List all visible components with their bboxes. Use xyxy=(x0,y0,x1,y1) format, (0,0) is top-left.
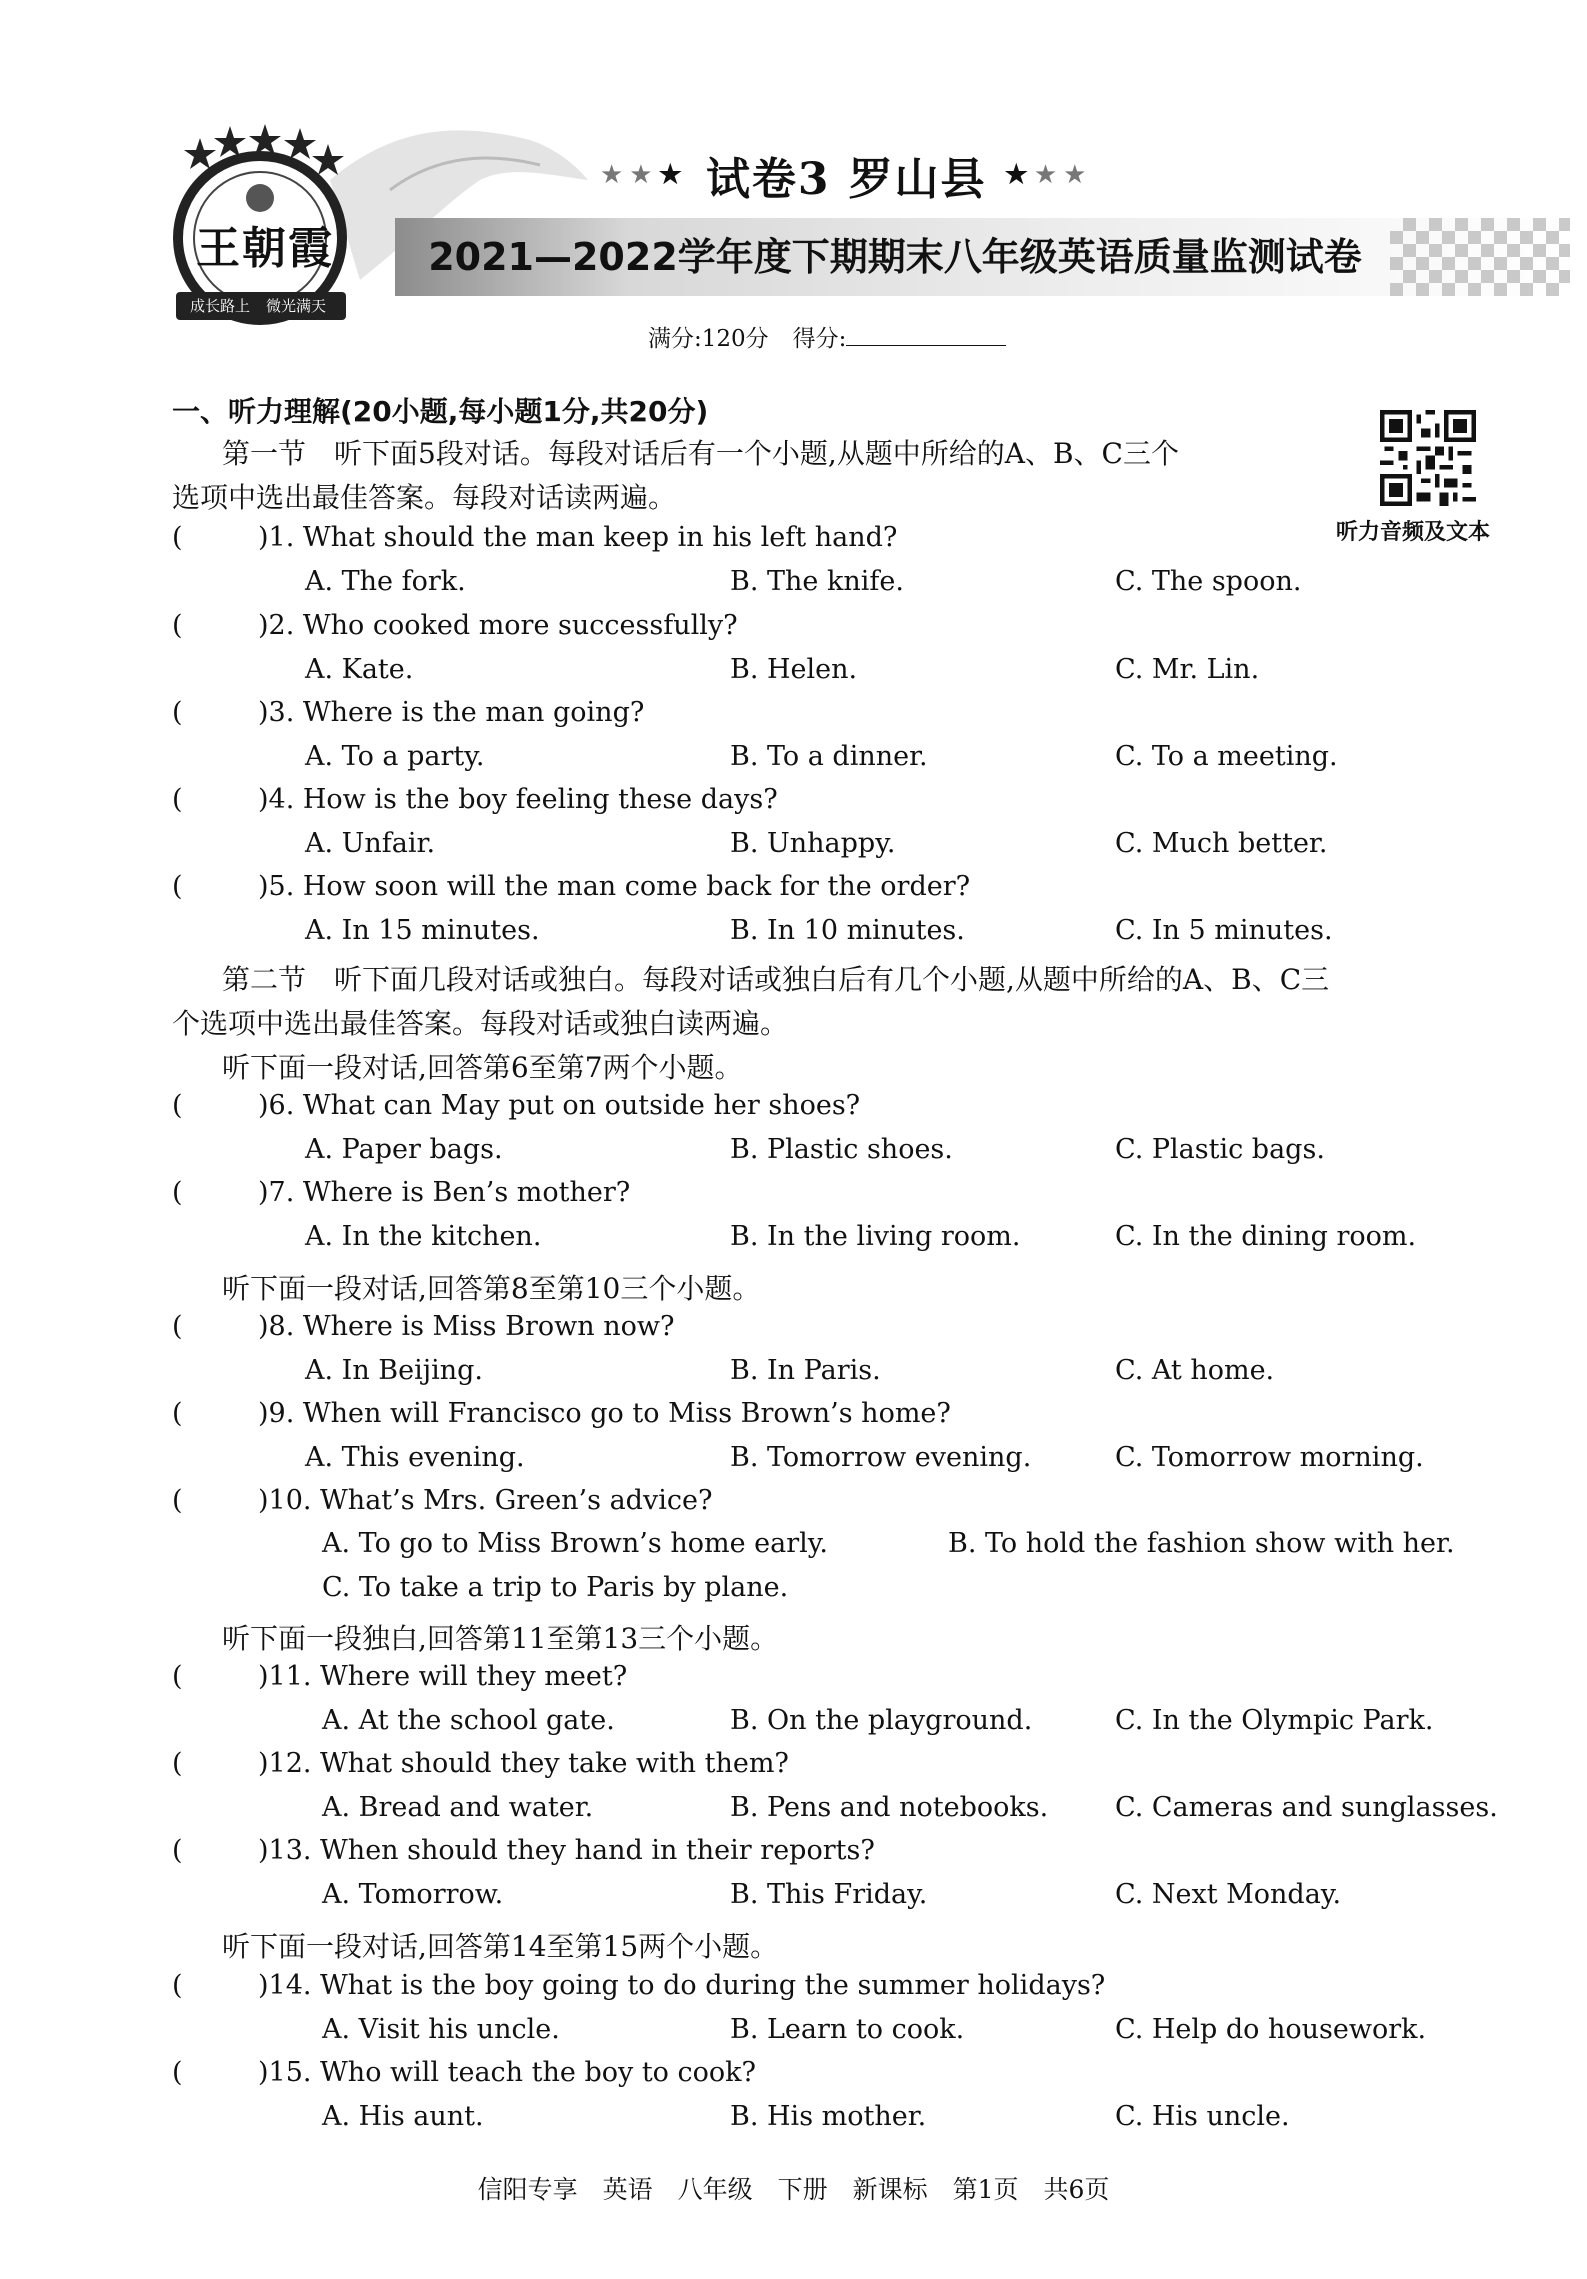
score-label: 得分: xyxy=(792,326,847,352)
question-stem: )15. Who will teach the boy to cook? xyxy=(258,2057,756,2088)
part1-instruction-line2: 选项中选出最佳答案。每段对话读两遍。 xyxy=(172,481,677,514)
question-stem: )14. What is the boy going to do during the summer holidays? xyxy=(258,1970,1106,2001)
option-b: B. Learn to cook. xyxy=(730,2014,965,2045)
option-a: A. In Beijing. xyxy=(305,1355,484,1386)
part1-instruction-line1: 第一节 听下面5段对话。每段对话后有一个小题,从题中所给的A、B、C三个 xyxy=(222,437,1179,470)
option-c: C. Next Monday. xyxy=(1115,1879,1342,1910)
option-b: B. To a dinner. xyxy=(730,741,928,772)
option-c: C. Mr. Lin. xyxy=(1115,654,1260,685)
option-a: A. To go to Miss Brown’s home early. xyxy=(322,1528,828,1559)
option-b: B. Plastic shoes. xyxy=(730,1134,953,1165)
option-b: B. Pens and notebooks. xyxy=(730,1792,1049,1823)
qr-label: 听力音频及文本 xyxy=(1336,520,1491,545)
full-score: 满分:120分 xyxy=(648,326,769,352)
question-stem: )13. When should they hand in their reports? xyxy=(258,1835,875,1866)
option-a: A. To a party. xyxy=(305,741,485,772)
score-blank[interactable] xyxy=(846,321,1006,346)
instruction-6-7: 听下面一段对话,回答第6至第7两个小题。 xyxy=(222,1051,743,1084)
brand-name: 王朝霞 xyxy=(196,223,334,274)
answer-paren[interactable]: ( xyxy=(172,1311,183,1342)
option-b: B. To hold the fashion show with her. xyxy=(948,1528,1455,1559)
paper-title: 2021—2022学年度下期期末八年级英语质量监测试卷 xyxy=(428,235,1362,279)
option-b: B. Unhappy. xyxy=(730,828,896,859)
answer-paren[interactable]: ( xyxy=(172,1485,183,1516)
star-icons-left: ★★★ xyxy=(600,160,688,190)
option-b: B. His mother. xyxy=(730,2101,927,2132)
paper-number: 试卷3 xyxy=(705,154,831,205)
answer-paren[interactable]: ( xyxy=(172,522,183,553)
option-c: C. Much better. xyxy=(1115,828,1328,859)
brand-slogan-left: 成长路上 xyxy=(190,297,251,315)
question-stem: )2. Who cooked more successfully? xyxy=(258,610,738,641)
option-a: A. Tomorrow. xyxy=(322,1879,504,1910)
qr-code-icon[interactable] xyxy=(1380,410,1476,506)
answer-paren[interactable]: ( xyxy=(172,1835,183,1866)
option-a: A. Unfair. xyxy=(305,828,436,859)
star-icons-right: ★★★ xyxy=(1004,160,1093,190)
county-name: 罗山县 xyxy=(848,154,987,205)
question-stem: )11. Where will they meet? xyxy=(258,1661,628,1692)
option-c: C. In the Olympic Park. xyxy=(1115,1705,1434,1736)
option-c: C. To a meeting. xyxy=(1115,741,1338,772)
option-b: B. On the playground. xyxy=(730,1705,1033,1736)
option-c: C. Tomorrow morning. xyxy=(1115,1442,1424,1473)
option-a: A. The fork. xyxy=(305,566,466,597)
option-c: C. Cameras and sunglasses. xyxy=(1115,1792,1498,1823)
score-line xyxy=(648,320,1006,353)
option-a: A. His aunt. xyxy=(322,2101,484,2132)
answer-paren[interactable]: ( xyxy=(172,1748,183,1779)
option-b: B. In Paris. xyxy=(730,1355,881,1386)
instruction-8-10: 听下面一段对话,回答第8至第10三个小题。 xyxy=(222,1272,761,1305)
answer-paren[interactable]: ( xyxy=(172,1661,183,1692)
option-a: A. Visit his uncle. xyxy=(322,2014,560,2045)
option-c: C. The spoon. xyxy=(1115,566,1302,597)
option-a: A. In the kitchen. xyxy=(305,1221,542,1252)
brand-slogan-right: 微光满天 xyxy=(266,297,327,315)
option-b: B. In 10 minutes. xyxy=(730,915,965,946)
paper-label xyxy=(600,145,1093,205)
checker-decoration xyxy=(1390,218,1570,296)
answer-paren[interactable]: ( xyxy=(172,784,183,815)
option-c: C. To take a trip to Paris by plane. xyxy=(322,1572,789,1603)
title-bar xyxy=(395,218,1570,296)
question-stem: )6. What can May put on outside her shoes? xyxy=(258,1090,861,1121)
instruction-11-13: 听下面一段独白,回答第11至第13三个小题。 xyxy=(222,1622,779,1655)
option-b: B. Helen. xyxy=(730,654,858,685)
answer-paren[interactable]: ( xyxy=(172,1177,183,1208)
part2-instruction-line1: 第二节 听下面几段对话或独白。每段对话或独白后有几个小题,从题中所给的A、B、C三 xyxy=(222,963,1330,996)
option-c: C. Plastic bags. xyxy=(1115,1134,1325,1165)
option-a: A. Paper bags. xyxy=(305,1134,503,1165)
question-stem: )3. Where is the man going? xyxy=(258,697,645,728)
option-b: B. In the living room. xyxy=(730,1221,1021,1252)
question-stem: )8. Where is Miss Brown now? xyxy=(258,1311,675,1342)
answer-paren[interactable]: ( xyxy=(172,1398,183,1429)
answer-paren[interactable]: ( xyxy=(172,871,183,902)
part2-instruction-line2: 个选项中选出最佳答案。每段对话或独白读两遍。 xyxy=(172,1007,789,1040)
option-c: C. In 5 minutes. xyxy=(1115,915,1333,946)
answer-paren[interactable]: ( xyxy=(172,610,183,641)
option-c: C. His uncle. xyxy=(1115,2101,1290,2132)
option-a: A. In 15 minutes. xyxy=(305,915,540,946)
section-title: 一、听力理解(20小题,每小题1分,共20分) xyxy=(172,395,709,428)
answer-paren[interactable]: ( xyxy=(172,2057,183,2088)
option-c: C. In the dining room. xyxy=(1115,1221,1417,1252)
question-stem: )7. Where is Ben’s mother? xyxy=(258,1177,631,1208)
question-stem: )1. What should the man keep in his left hand? xyxy=(258,522,898,553)
question-stem: )10. What’s Mrs. Green’s advice? xyxy=(258,1485,713,1516)
answer-paren[interactable]: ( xyxy=(172,697,183,728)
option-a: A. Kate. xyxy=(305,654,414,685)
question-stem: )12. What should they take with them? xyxy=(258,1748,789,1779)
question-stem: )5. How soon will the man come back for the order? xyxy=(258,871,971,902)
instruction-14-15: 听下面一段对话,回答第14至第15两个小题。 xyxy=(222,1930,779,1963)
option-b: B. The knife. xyxy=(730,566,904,597)
page-footer: 信阳专享 英语 八年级 下册 新课标 第1页 共6页 xyxy=(477,2175,1110,2204)
option-c: C. Help do housework. xyxy=(1115,2014,1427,2045)
option-a: A. Bread and water. xyxy=(322,1792,594,1823)
option-a: A. At the school gate. xyxy=(322,1705,615,1736)
answer-paren[interactable]: ( xyxy=(172,1090,183,1121)
option-b: B. Tomorrow evening. xyxy=(730,1442,1032,1473)
question-stem: )4. How is the boy feeling these days? xyxy=(258,784,778,815)
option-a: A. This evening. xyxy=(305,1442,525,1473)
answer-paren[interactable]: ( xyxy=(172,1970,183,2001)
option-b: B. This Friday. xyxy=(730,1879,928,1910)
question-stem: )9. When will Francisco go to Miss Brown’s home? xyxy=(258,1398,951,1429)
option-c: C. At home. xyxy=(1115,1355,1275,1386)
